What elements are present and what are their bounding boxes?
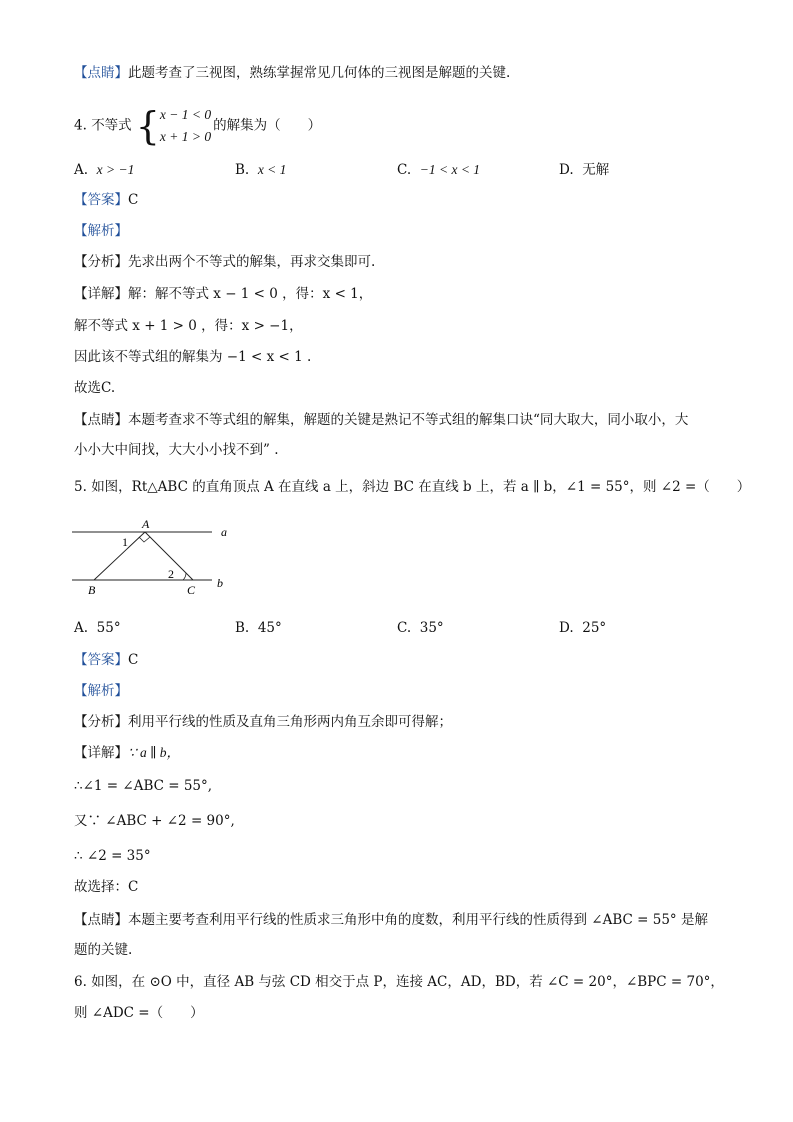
q5-detail-3: 又∵ ∠ABC + ∠2 = 90°, bbox=[74, 813, 235, 829]
label-angle-2: 2 bbox=[168, 567, 174, 581]
q5-fenxi: 【分析】利用平行线的性质及直角三角形两内角互余即可得解； bbox=[74, 714, 452, 730]
q5-analysis-tag: 【解析】 bbox=[74, 683, 128, 699]
dianjing-tag: 【点睛】 bbox=[74, 65, 128, 81]
angle-2-arc bbox=[183, 573, 186, 580]
label-B: B bbox=[88, 583, 96, 597]
stem-text: 不等式 bbox=[91, 117, 132, 134]
label-b: b bbox=[217, 576, 223, 590]
label-angle-1: 1 bbox=[122, 535, 128, 549]
q4-detail-4: 故选C. bbox=[74, 380, 116, 396]
q4-detail-2: 解不等式 x + 1 > 0 ，得：x > −1， bbox=[74, 318, 303, 334]
q5-dianjing-2: 题的关键. bbox=[74, 942, 133, 958]
q5-figure bbox=[72, 516, 242, 600]
q4-stem bbox=[74, 104, 321, 148]
label-A: A bbox=[142, 517, 150, 531]
q4-option-a: A. x > −1 bbox=[74, 162, 135, 178]
side-ab bbox=[94, 532, 145, 580]
q5-option-d: D. 25° bbox=[559, 620, 607, 636]
stem-text-tail: 的解集为（ ） bbox=[213, 117, 322, 134]
q4-option-b: B. x < 1 bbox=[235, 162, 287, 178]
q5-option-c: C. 35° bbox=[397, 620, 444, 636]
q5-answer: 【答案】C bbox=[74, 652, 139, 668]
q4-dianjing-1: 【点睛】本题考查求不等式组的解集，解题的关键是熟记不等式组的解集口诀“同大取大，同小取小，大 bbox=[74, 412, 689, 428]
q4-dianjing-2: 小小大中间找，大大小小找不到” . bbox=[74, 442, 279, 458]
q4-fenxi: 【分析】先求出两个不等式的解集，再求交集即可. bbox=[74, 254, 376, 270]
q5-detail-5: 故选择：C bbox=[74, 879, 139, 895]
system-row-2: x + 1 > 0 bbox=[159, 129, 212, 144]
system-row-1: x − 1 < 0 bbox=[159, 107, 212, 122]
right-angle-mark bbox=[139, 537, 150, 542]
q6-stem-1: 6. 如图，在 ⊙O 中，直径 AB 与弦 CD 相交于点 P，连接 AC，AD，BD，若 ∠C = 20°，∠BPC = 70°， bbox=[74, 974, 724, 990]
q5-option-b: B. 45° bbox=[235, 620, 282, 636]
q5-detail-1: 【详解】∵ a ∥ b， bbox=[74, 745, 180, 761]
q4-answer: 【答案】C bbox=[74, 192, 139, 208]
q6-stem-2: 则 ∠ADC =（ ） bbox=[74, 1005, 204, 1021]
q4-detail-1: 【详解】解：解不等式 x − 1 < 0 ，得：x < 1， bbox=[74, 286, 373, 302]
label-C: C bbox=[187, 583, 196, 597]
q4-option-d: D. 无解 bbox=[559, 162, 610, 178]
q5-stem: 5. 如图，Rt△ABC 的直角顶点 A 在直线 a 上，斜边 BC 在直线 b 上，若 a ∥ b，∠1 = 55°，则 ∠2 =（ ） bbox=[74, 479, 751, 495]
q5-detail-4: ∴ ∠2 = 35° bbox=[74, 848, 151, 864]
q4-analysis-tag: 【解析】 bbox=[74, 223, 128, 239]
q3-dianjing bbox=[74, 63, 510, 83]
q5-option-a: A. 55° bbox=[74, 620, 121, 636]
brace-icon: { bbox=[135, 104, 160, 148]
q5-dianjing-1: 【点睛】本题主要考查利用平行线的性质求三角形中角的度数，利用平行线的性质得到 ∠ABC = 55° 是解 bbox=[74, 912, 708, 928]
q5-detail-2: ∴∠1 = ∠ABC = 55°, bbox=[74, 778, 213, 794]
dianjing-text: 此题考查了三视图，熟练掌握常见几何体的三视图是解题的关键. bbox=[128, 65, 511, 81]
inequality-system bbox=[136, 104, 211, 148]
q4-detail-3: 因此该不等式组的解集为 −1 < x < 1 . bbox=[74, 349, 312, 365]
question-number: 4. bbox=[74, 117, 87, 134]
label-a: a bbox=[221, 525, 227, 539]
q4-option-c: C. −1 < x < 1 bbox=[397, 162, 481, 178]
